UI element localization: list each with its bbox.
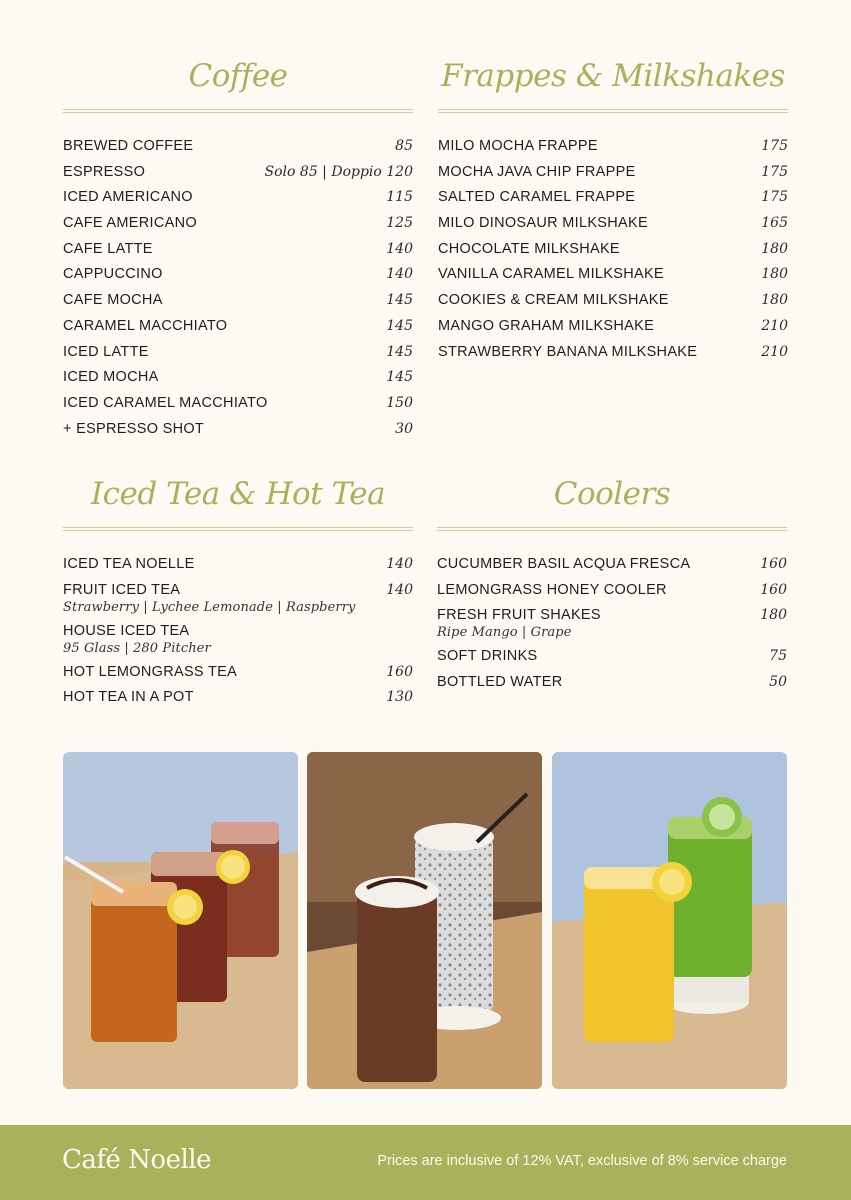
- item-price: 160: [386, 663, 413, 680]
- item-price: 75: [769, 648, 787, 665]
- item-price: 180: [760, 607, 787, 624]
- menu-item-row: [63, 241, 413, 267]
- menu-item-row: [437, 674, 787, 700]
- menu-item: [63, 164, 413, 190]
- item-name: HOT LEMONGRASS TEA: [63, 663, 238, 680]
- item-note: Strawberry | Lychee Lemonade | Raspberry: [63, 599, 356, 615]
- item-name: MILO MOCHA FRAPPE: [438, 138, 598, 154]
- divider: [63, 109, 413, 113]
- item-note: Ripe Mango | Grape: [437, 625, 572, 641]
- menu-item-row: [63, 344, 413, 370]
- menu-item: [63, 241, 413, 267]
- tea-list: [63, 556, 413, 715]
- item-price: 140: [386, 581, 413, 598]
- menu-item: [438, 292, 788, 318]
- menu-item: [438, 318, 788, 344]
- frappes-list: [438, 138, 788, 369]
- item-price: 210: [761, 343, 788, 360]
- item-price: 175: [761, 163, 788, 180]
- item-name: STRAWBERRY BANANA MILKSHAKE: [438, 343, 698, 360]
- item-name: SALTED CARAMEL FRAPPE: [438, 189, 636, 206]
- menu-item: [63, 623, 413, 656]
- item-price: 175: [761, 189, 788, 206]
- tea-title: Iced Tea & Hot Tea: [90, 476, 386, 512]
- item-name: HOT TEA IN A POT: [63, 689, 194, 706]
- menu-item-row: [437, 556, 787, 582]
- item-name: ESPRESSO: [63, 163, 146, 180]
- item-price: 165: [761, 215, 788, 232]
- menu-item: [63, 556, 413, 582]
- coffee-title: Coffee: [188, 58, 288, 94]
- menu-item: [437, 648, 787, 674]
- menu-item-row: [438, 344, 788, 370]
- item-name: CAFE LATTE: [63, 240, 153, 257]
- item-price: 125: [386, 215, 413, 232]
- coolers-photo: [552, 752, 787, 1089]
- menu-item-row: [438, 292, 788, 318]
- menu-item-row: [438, 189, 788, 215]
- menu-item-row: [438, 241, 788, 267]
- menu-item: [438, 164, 788, 190]
- item-name: MOCHA JAVA CHIP FRAPPE: [438, 163, 636, 180]
- item-price: 145: [386, 317, 413, 334]
- menu-item: [438, 266, 788, 292]
- menu-item: [438, 189, 788, 215]
- divider: [63, 527, 413, 531]
- menu-item-row: [437, 607, 787, 623]
- menu-item-row: [63, 556, 413, 582]
- menu-item-row: [63, 318, 413, 344]
- item-price: 160: [760, 556, 787, 572]
- item-name: VANILLA CARAMEL MILKSHAKE: [438, 266, 664, 283]
- coffee-section: [63, 51, 413, 446]
- menu-item-row: [438, 318, 788, 344]
- item-name: LEMONGRASS HONEY COOLER: [437, 581, 667, 598]
- menu-item: [437, 674, 787, 700]
- item-note: 95 Glass | 280 Pitcher: [63, 640, 211, 656]
- item-name: ICED CARAMEL MACCHIATO: [63, 394, 268, 411]
- menu-item-row: [63, 582, 413, 598]
- coolers-section: [437, 469, 787, 700]
- menu-item: [63, 369, 413, 395]
- item-price: 145: [386, 343, 413, 360]
- item-name: MILO DINOSAUR MILKSHAKE: [438, 215, 648, 232]
- menu-item-row: [63, 664, 413, 690]
- menu-item: [63, 189, 413, 215]
- item-price: 160: [760, 581, 787, 598]
- menu-item-row: [438, 164, 788, 190]
- menu-item: [63, 266, 413, 292]
- menu-item: [63, 582, 413, 615]
- menu-item-row: [63, 395, 413, 421]
- frappes-section: [438, 51, 788, 369]
- item-price: 145: [386, 292, 413, 309]
- menu-item: [63, 421, 413, 447]
- item-name: COOKIES & CREAM MILKSHAKE: [438, 292, 669, 309]
- item-price: 50: [769, 674, 787, 691]
- item-price: 85: [395, 138, 413, 154]
- item-price: 210: [761, 317, 788, 334]
- item-name: CAFE AMERICANO: [63, 215, 197, 232]
- menu-item: [63, 292, 413, 318]
- menu-item-row: [63, 138, 413, 164]
- tea-section: [63, 469, 413, 715]
- menu-item: [63, 664, 413, 690]
- menu-item: [438, 241, 788, 267]
- item-price: 145: [386, 369, 413, 386]
- menu-item: [63, 215, 413, 241]
- menu-item-row: [63, 689, 413, 715]
- menu-item-row: [438, 138, 788, 164]
- iced-tea-photo: [63, 752, 298, 1089]
- menu-item-row: [63, 623, 413, 639]
- item-name: FRESH FRUIT SHAKES: [437, 607, 601, 624]
- menu-item: [63, 689, 413, 715]
- menu-item: [437, 582, 787, 608]
- item-price: 115: [386, 189, 413, 206]
- item-price: 180: [761, 292, 788, 309]
- menu-item-row: [63, 369, 413, 395]
- item-name: FRUIT ICED TEA: [63, 581, 181, 598]
- item-price: 140: [386, 240, 413, 257]
- menu-item-row: [63, 266, 413, 292]
- menu-item: [63, 318, 413, 344]
- menu-item: [437, 556, 787, 582]
- menu-item: [63, 344, 413, 370]
- item-name: + ESPRESSO SHOT: [63, 420, 205, 437]
- menu-item-row: [438, 215, 788, 241]
- item-price: 130: [386, 689, 413, 706]
- item-name: HOUSE ICED TEA: [63, 622, 190, 639]
- menu-item-row: [63, 292, 413, 318]
- coffee-list: [63, 138, 413, 446]
- item-name: CAFE MOCHA: [63, 292, 163, 309]
- menu-item-row: [437, 648, 787, 674]
- footer-bar: [0, 1125, 851, 1200]
- menu-item: [438, 344, 788, 370]
- menu-item: [438, 138, 788, 164]
- menu-item-row: [63, 164, 413, 190]
- item-name: CHOCOLATE MILKSHAKE: [438, 240, 620, 257]
- coolers-title: Coolers: [553, 476, 671, 512]
- item-price: Solo 85 | Doppio 120: [264, 163, 413, 180]
- item-name: ICED MOCHA: [63, 369, 159, 386]
- item-price: 30: [395, 420, 413, 437]
- menu-item-row: [63, 189, 413, 215]
- item-name: ICED TEA NOELLE: [63, 556, 195, 572]
- menu-item: [63, 138, 413, 164]
- milkshake-photo: [307, 752, 542, 1089]
- menu-item-row: [437, 582, 787, 608]
- coolers-list: [437, 556, 787, 700]
- item-price: 180: [761, 240, 788, 257]
- divider: [437, 527, 787, 531]
- item-name: SOFT DRINKS: [437, 648, 538, 665]
- menu-item: [437, 607, 787, 640]
- menu-item-row: [438, 266, 788, 292]
- item-name: BOTTLED WATER: [437, 674, 563, 691]
- cafe-logo: Café Noelle: [62, 1145, 211, 1175]
- item-price: 175: [761, 138, 788, 154]
- menu-item: [438, 215, 788, 241]
- item-name: BREWED COFFEE: [63, 138, 194, 154]
- item-name: MANGO GRAHAM MILKSHAKE: [438, 317, 655, 334]
- item-name: CUCUMBER BASIL ACQUA FRESCA: [437, 556, 691, 572]
- item-name: CARAMEL MACCHIATO: [63, 317, 228, 334]
- frappes-title: Frappes & Milkshakes: [441, 58, 785, 94]
- item-price: 150: [386, 394, 413, 411]
- item-price: 140: [386, 556, 413, 572]
- menu-item: [63, 395, 413, 421]
- item-name: ICED LATTE: [63, 343, 149, 360]
- pricing-disclaimer: Prices are inclusive of 12% VAT, exclusive of 8% service charge: [377, 1153, 787, 1169]
- divider: [438, 109, 788, 113]
- item-price: 180: [761, 266, 788, 283]
- menu-item-row: [63, 215, 413, 241]
- item-name: ICED AMERICANO: [63, 189, 193, 206]
- item-price: 140: [386, 266, 413, 283]
- menu-item-row: [63, 421, 413, 447]
- item-name: CAPPUCCINO: [63, 266, 163, 283]
